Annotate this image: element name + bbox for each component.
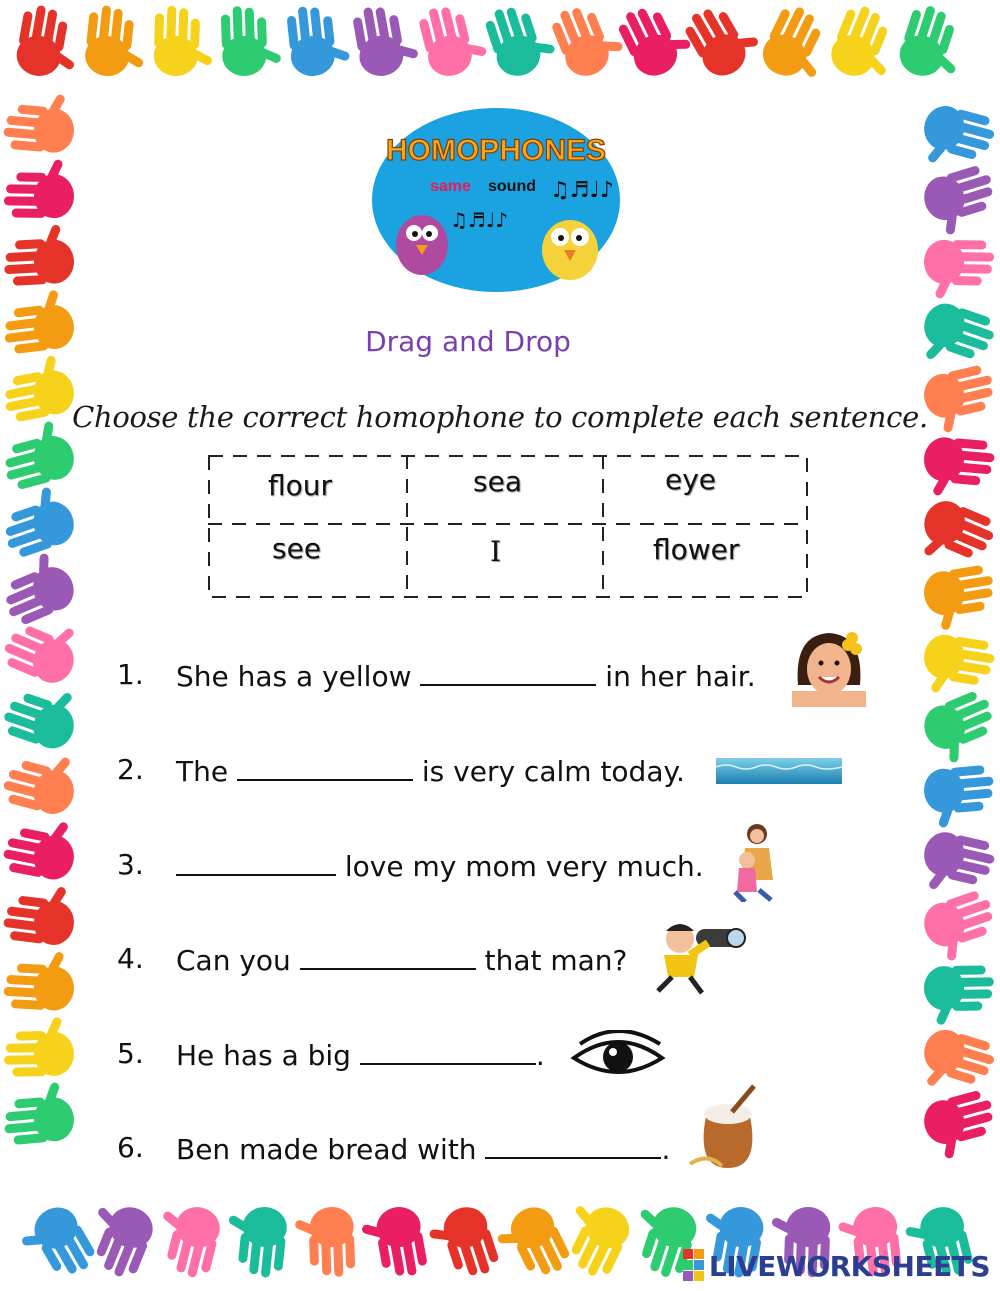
answer-blank-5[interactable] [360,1037,536,1065]
hand-print-icon [0,481,80,560]
word-tile-sea[interactable]: sea [473,465,522,498]
question-text: love my mom very much. [176,848,704,883]
question-text: He has a big . [176,1039,545,1072]
hand-print-icon [548,0,630,82]
hand-print-icon [914,1025,998,1103]
question-number: 5. [117,1037,144,1070]
instruction-text: Choose the correct homophone to complete each sentence. [72,400,928,434]
hand-print-icon [915,102,998,178]
hand-print-icon [3,948,76,1012]
hand-print-icon [919,1088,1000,1164]
hand-print-icon [918,888,1000,967]
hand-print-icon [482,0,561,81]
hand-print-icon [222,1203,289,1279]
hand-print-icon [680,0,767,83]
hand-print-icon [149,1199,224,1281]
hand-print-icon [2,879,79,947]
liveworksheets-logo-icon [683,1249,705,1283]
hand-print-icon [490,1200,575,1289]
question-number: 4. [117,942,144,975]
hand-print-icon [0,674,85,753]
answer-blank-4[interactable] [300,942,476,970]
purple-bird-icon [396,215,448,275]
hand-print-icon [3,1016,74,1077]
flour-sack-icon [688,1082,768,1172]
hand-print-icon [921,564,1000,634]
hand-print-icon [293,1206,355,1278]
question-text: She has a yellow in her hair. [176,660,756,693]
hand-print-icon [13,3,84,82]
hand-print-icon [924,965,995,1026]
hand-print-icon [77,1195,159,1282]
hand-print-icon [423,1202,502,1287]
homophones-logo [370,105,622,295]
word-tile-flower[interactable]: flower [653,533,740,566]
svg-text:♫♬♩♪: ♫♬♩♪ [550,178,614,203]
answer-blank-2[interactable] [237,753,413,781]
hand-print-icon [614,0,699,83]
hand-print-icon [358,1204,429,1283]
answer-blank-6[interactable] [485,1131,661,1159]
hand-print-icon [416,0,491,80]
question-number: 6. [117,1131,144,1164]
question-number: 3. [117,848,144,881]
question-number: 1. [117,658,144,691]
question-text: Ben made bread with . [176,1133,671,1166]
hand-print-icon [916,828,998,902]
hand-print-icon [83,4,150,80]
logo-tagline-left: same [430,178,471,195]
word-bank [208,455,808,598]
eye-icon [570,1030,666,1082]
hand-print-icon [551,1193,636,1282]
liveworksheets-brand [683,1249,990,1283]
hand-print-icon [922,764,997,830]
hand-print-icon [0,742,83,818]
yellow-bird-icon [542,220,598,280]
hand-print-icon [918,632,997,702]
svg-text:♫♬♩♪: ♫♬♩♪ [450,208,509,232]
hand-print-icon [756,1,841,90]
hand-print-icon [918,687,1000,770]
hand-print-icon [894,1,973,86]
question-number: 2. [117,753,144,786]
hand-print-icon [221,5,283,77]
girl-with-flower-icon [786,625,872,707]
hand-print-icon [153,5,215,77]
hand-print-icon [286,2,353,78]
word-tile-I[interactable]: I [490,535,502,568]
brand-text: LIVEWORKSHEETS [708,1249,990,1283]
hand-print-icon [0,546,80,629]
hand-print-icon [351,0,422,79]
answer-blank-1[interactable] [420,658,596,686]
hand-print-icon [4,157,75,218]
hand-print-icon [825,1,907,88]
hand-print-icon [923,240,994,301]
hand-print-icon [911,495,999,578]
hand-print-icon [1,811,81,883]
word-tile-eye[interactable]: eye [665,463,717,496]
sea-water-icon [716,758,842,784]
hand-print-icon [1,1080,76,1146]
answer-blank-3[interactable] [176,848,336,876]
logo-title: HOMOPHONES [385,134,607,167]
logo-tagline-right: sound [488,178,536,195]
page-subtitle: Drag and Drop [365,325,571,358]
hand-print-icon [2,223,75,287]
hand-print-icon [0,607,87,690]
hand-print-icon [919,163,1000,241]
hand-print-icon [2,89,77,155]
question-text: The is very calm today. [176,755,685,788]
question-text: Can you that man? [176,944,628,977]
word-tile-flour[interactable]: flour [268,469,333,502]
man-with-binoculars-icon [650,915,748,995]
hand-print-icon [921,436,996,502]
child-hugging-mom-icon [725,820,783,902]
word-tile-see[interactable]: see [272,532,322,565]
hand-print-icon [13,1200,100,1291]
